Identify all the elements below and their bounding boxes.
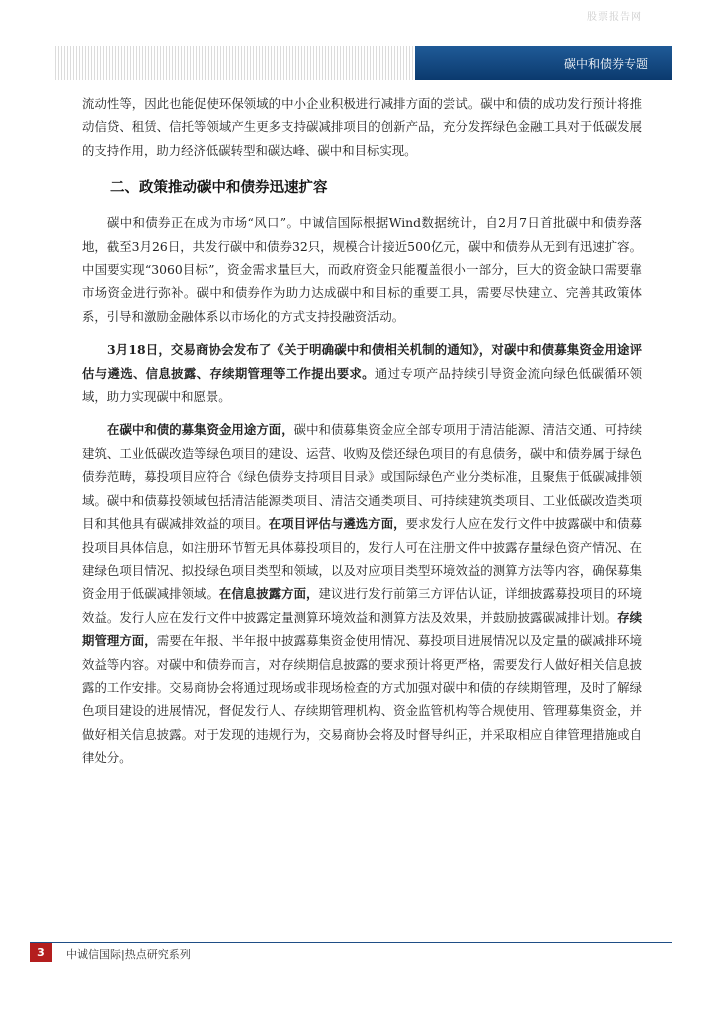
paragraph-1: 流动性等，因此也能促使环保领域的中小企业积极进行减排方面的尝试。碳中和债的成功发行预计将推动信贷、租赁、信托等领域产生更多支持碳减排项目的创新产品，充分发挥绿色金融工具对于低碳发展的支持作用，助力经济低碳转型和碳达峰、碳中和目标实现。 [82, 96, 642, 158]
use-of-proceeds-label: 在碳中和债的募集资金用途方面， [107, 422, 294, 438]
section-heading: 二、政策推动碳中和债券迅速扩容 [110, 180, 328, 197]
footer-series: 热点研究系列 [124, 948, 191, 961]
project-evaluation-label: 在项目评估与遴选方面， [268, 516, 406, 532]
header-title: 碳中和债券专题 [563, 57, 648, 71]
duration-management-text: 需要在年报、半年报中披露募集资金使用情况、募投项目进展情况以及定量的碳减排环境效益等内容。对碳中和债券而言，对存续期信息披露的要求预计将更严格，需要发行人做好相关信息披露的工作安排。交易商协会将通过现场或非现场检查的方式加强对碳中和债的存续期管理，及时了解绿色项目建设的进展情况，督促发行人、存续期管理机构、资金监管机构等合规使用、管理募集资金，并做好相关信息披露。对于发现的违规行为，交易商协会将及时督导纠正，并采取相应自律管理措施或自律处分。 [82, 633, 643, 766]
footer-series-label [66, 946, 191, 962]
project-evaluation-text: 要求发行人应在发行文件中披露碳中和债募投项目具体信息，如注册环节暂无具体募投项目的，发行人可在注册文件中披露存量绿色资产情况、在建绿色项目情况、拟投绿色项目类型和领域，以及对应项目类型环境效益的测算方法等内容，确保募集资金用于低碳减排领域。 [82, 516, 643, 602]
page-number: 3 [30, 943, 52, 962]
disclosure-text: 建议进行发行前第三方评估认证，详细披露募投项目的环境效益。发行人应在发行文件中披露定量测算环境效益和测算方法及效果，并鼓励披露碳减排计划。 [82, 586, 643, 625]
paragraph-3-text: 通过专项产品持续引导资金流向绿色低碳循环领域，助力实现碳中和愿景。 [82, 365, 643, 405]
duration-management-label: 存续期管理方面， [82, 609, 643, 649]
footer-separator: | [121, 948, 125, 961]
paragraph-4 [82, 418, 642, 769]
disclosure-label: 在信息披露方面， [218, 586, 319, 602]
use-of-proceeds-text: 碳中和债募集资金应全部专项用于清洁能源、清洁交通、可持续建筑、工业低碳改造等绿色项目的建设、运营、收购及偿还绿色项目的有息债务，碳中和债券属于绿色债券范畴，募投项目应符合《绿色债券支持项目目录》或国际绿色产业分类标准，且聚焦于低碳减排领域。碳中和债募投领域包括清洁能源类项目、清洁交通类项目、可持续建筑类项目、工业低碳改造类项目和其他具有碳减排效益的项目。 [82, 422, 643, 532]
paragraph-3 [82, 338, 642, 408]
watermark-text: 股票报告网 [587, 12, 642, 23]
footer-org: 中诚信国际 [66, 948, 121, 961]
header-title-tab [415, 46, 672, 80]
paragraph-2: 碳中和债券正在成为市场“风口”。中诚信国际根据Wind数据统计，自2月7日首批碳中和债券落地，截至3月26日，共发行碳中和债券32只，规模合计接近500亿元，碳中和债券从无到有迅速扩容。中国要实现“3060目标”，资金需求量巨大，而政府资金只能覆盖很小一部分，巨大的资金缺口需要靠市场资金进行弥补。碳中和债券作为助力达成碳中和目标的重要工具，需要尽快建立、完善其政策体系，引导和激励金融体系以市场化的方式支持投融资活动。 [82, 215, 642, 324]
footer-divider-line [30, 942, 672, 943]
document-body [82, 92, 642, 770]
paragraph-3-bold: 3月18日，交易商协会发布了《关于明确碳中和债相关机制的通知》，对碳中和债募集资金用途评估与遴选、信息披露、存续期管理等工作提出要求。 [82, 342, 642, 381]
